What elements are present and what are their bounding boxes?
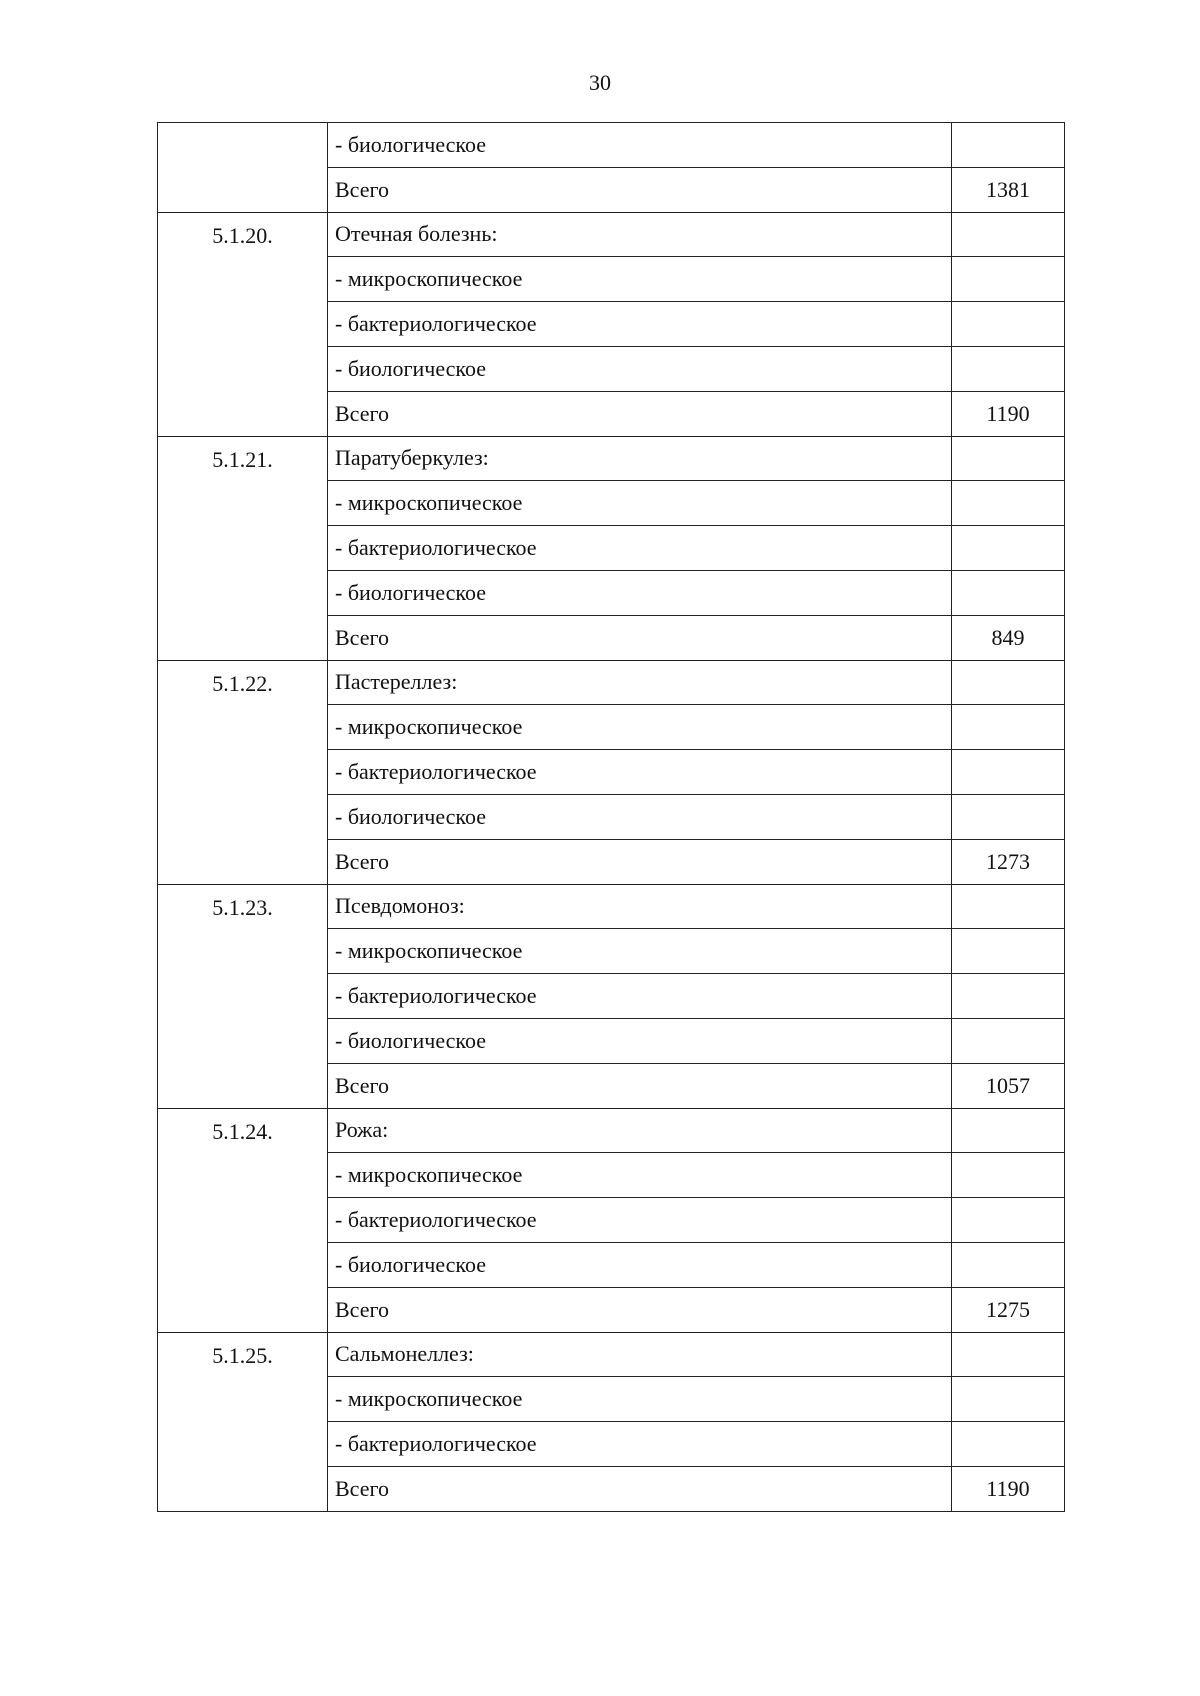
test-label-cell: - бактериологическое: [328, 1422, 952, 1467]
table-body: [158, 123, 1065, 1512]
section-code-cell: [158, 123, 328, 213]
test-label-cell: - бактериологическое: [328, 1198, 952, 1243]
count-cell: [952, 974, 1065, 1019]
count-cell: [952, 526, 1065, 571]
section-code-cell: 5.1.20.: [158, 212, 328, 436]
test-label-cell: - биологическое: [328, 1242, 952, 1287]
test-label-cell: - биологическое: [328, 570, 952, 615]
count-cell: [952, 1198, 1065, 1243]
test-label-cell: - бактериологическое: [328, 974, 952, 1019]
test-label-cell: Всего: [328, 1287, 952, 1332]
count-cell: [952, 302, 1065, 347]
table-row: [158, 660, 1065, 705]
test-label-cell: Всего: [328, 167, 952, 212]
test-label-cell: Всего: [328, 391, 952, 436]
table-row: [158, 1332, 1065, 1377]
page-number: 30: [589, 70, 611, 95]
section-code-cell: 5.1.25.: [158, 1332, 328, 1511]
count-cell: [952, 884, 1065, 929]
test-label-cell: - микроскопическое: [328, 257, 952, 302]
count-cell: [952, 1153, 1065, 1198]
count-cell: [952, 1108, 1065, 1153]
test-label-cell: Пастереллез:: [328, 660, 952, 705]
test-label-cell: Сальмонеллез:: [328, 1332, 952, 1377]
table-row: [158, 436, 1065, 481]
test-label-cell: - биологическое: [328, 794, 952, 839]
count-cell: [952, 481, 1065, 526]
section-code-cell: 5.1.24.: [158, 1108, 328, 1332]
count-cell: 1275: [952, 1287, 1065, 1332]
count-cell: 849: [952, 615, 1065, 660]
count-cell: [952, 436, 1065, 481]
test-label-cell: - микроскопическое: [328, 929, 952, 974]
count-cell: 1190: [952, 391, 1065, 436]
count-cell: [952, 212, 1065, 257]
test-label-cell: - микроскопическое: [328, 1153, 952, 1198]
section-code-cell: 5.1.22.: [158, 660, 328, 884]
test-label-cell: - бактериологическое: [328, 302, 952, 347]
table-row: [158, 884, 1065, 929]
test-label-cell: - микроскопическое: [328, 481, 952, 526]
table-row: [158, 212, 1065, 257]
test-label-cell: - биологическое: [328, 123, 952, 168]
table-row: [158, 1108, 1065, 1153]
count-cell: 1190: [952, 1466, 1065, 1511]
count-cell: [952, 1018, 1065, 1063]
count-cell: [952, 123, 1065, 168]
count-cell: [952, 929, 1065, 974]
test-label-cell: - биологическое: [328, 1018, 952, 1063]
count-cell: [952, 1242, 1065, 1287]
test-label-cell: - микроскопическое: [328, 705, 952, 750]
section-code-cell: 5.1.21.: [158, 436, 328, 660]
test-label-cell: Всего: [328, 1466, 952, 1511]
test-label-cell: Всего: [328, 1063, 952, 1108]
section-code-cell: 5.1.23.: [158, 884, 328, 1108]
test-label-cell: - микроскопическое: [328, 1377, 952, 1422]
count-cell: [952, 1422, 1065, 1467]
test-label-cell: - биологическое: [328, 346, 952, 391]
disease-test-table: [157, 122, 1065, 1512]
table-row: [158, 123, 1065, 168]
count-cell: [952, 705, 1065, 750]
test-label-cell: Псевдомоноз:: [328, 884, 952, 929]
count-cell: [952, 257, 1065, 302]
count-cell: [952, 1377, 1065, 1422]
count-cell: [952, 750, 1065, 795]
count-cell: [952, 794, 1065, 839]
test-label-cell: Паратуберкулез:: [328, 436, 952, 481]
count-cell: [952, 660, 1065, 705]
test-label-cell: Отечная болезнь:: [328, 212, 952, 257]
test-label-cell: - бактериологическое: [328, 526, 952, 571]
test-label-cell: Всего: [328, 839, 952, 884]
count-cell: 1057: [952, 1063, 1065, 1108]
count-cell: [952, 1332, 1065, 1377]
count-cell: [952, 570, 1065, 615]
count-cell: 1381: [952, 167, 1065, 212]
test-label-cell: Всего: [328, 615, 952, 660]
test-label-cell: Рожа:: [328, 1108, 952, 1153]
count-cell: [952, 346, 1065, 391]
count-cell: 1273: [952, 839, 1065, 884]
test-label-cell: - бактериологическое: [328, 750, 952, 795]
